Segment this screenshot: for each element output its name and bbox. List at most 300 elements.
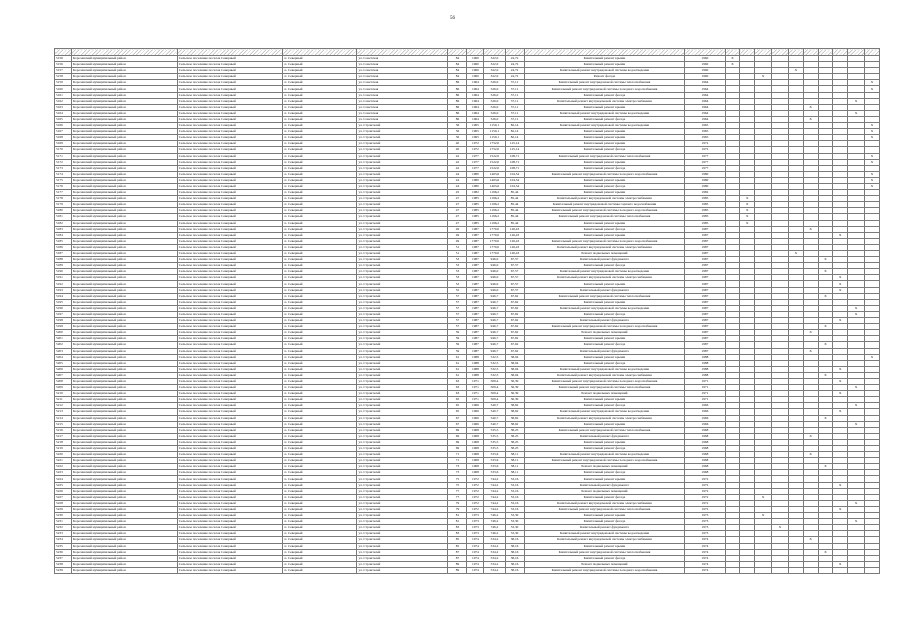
table-cell: 77 <box>448 488 467 494</box>
table-cell: Сельское поселение поселок Северный <box>177 336 283 342</box>
table-cell: 526,0 <box>484 98 505 104</box>
table-cell: 1196,2 <box>484 208 505 214</box>
table-cell: п. Северный <box>283 80 357 86</box>
table-cell: 59 <box>448 342 467 348</box>
table-cell: 5184 <box>55 232 72 238</box>
table-cell: Сельское поселение поселок Северный <box>177 110 283 116</box>
table-cell: Капитальный ремонт внутридомовой системы теплоснабжения <box>524 506 685 512</box>
table-cell: Корочанский муниципальный район <box>71 494 177 500</box>
table-cell: ул. Строителей <box>357 494 448 500</box>
table-cell: ул. Строителей <box>357 153 448 159</box>
table-cell: ул. Строителей <box>357 403 448 409</box>
table-cell: 67,57 <box>505 281 524 287</box>
table-cell: X <box>818 342 833 348</box>
table-cell: 1988 <box>467 354 484 360</box>
table-cell: X <box>865 123 880 129</box>
table-cell: 946,0 <box>484 281 505 287</box>
table-cell: 57 <box>448 318 467 324</box>
table-cell: 38,62 <box>505 421 524 427</box>
table-cell: Сельское поселение поселок Северный <box>177 324 283 330</box>
table-cell: 1987 <box>467 324 484 330</box>
table-cell: 63 <box>448 391 467 397</box>
table-cell: Сельское поселение поселок Северный <box>177 543 283 549</box>
table-cell: п. Северный <box>283 123 357 129</box>
table-cell: Сельское поселение поселок Северный <box>177 531 283 537</box>
table-cell: 75 <box>448 482 467 488</box>
table-cell: Сельское поселение поселок Северный <box>177 458 283 464</box>
table-cell: 5160 <box>55 86 72 92</box>
table-cell: 24,72 <box>505 74 524 80</box>
table-cell: Корочанский муниципальный район <box>71 269 177 275</box>
table-cell: Корочанский муниципальный район <box>71 135 177 141</box>
table-cell: 1966 <box>685 421 725 427</box>
table-cell: 38,16 <box>505 549 524 555</box>
table-cell: ул. Строителей <box>357 354 448 360</box>
table-cell: Корочанский муниципальный район <box>71 360 177 366</box>
table-cell: Капитальный ремонт крыши <box>524 354 685 360</box>
table-cell: X <box>803 116 818 122</box>
table-cell: 81 <box>448 513 467 519</box>
table-cell: X <box>818 464 833 470</box>
table-cell: п. Северный <box>283 275 357 281</box>
table-cell: 1987 <box>467 263 484 269</box>
table-cell: Сельское поселение поселок Северный <box>177 263 283 269</box>
table-cell: 5203 <box>55 348 72 354</box>
table-cell: Сельское поселение поселок Северный <box>177 299 283 305</box>
table-cell: 38,25 <box>505 446 524 452</box>
table-cell: ул. Строителей <box>357 159 448 165</box>
table-cell: Капитальный ремонт внутридомовой системы водоотведения <box>524 531 685 537</box>
table-cell: 1463,6 <box>484 171 505 177</box>
table-cell: п. Северный <box>283 269 357 275</box>
table-cell: Корочанский муниципальный район <box>71 238 177 244</box>
table-cell: 51 <box>448 251 467 257</box>
table-cell: п. Северный <box>283 372 357 378</box>
table-cell: 1973 <box>467 519 484 525</box>
table-cell: 53 <box>448 281 467 287</box>
table-cell: 5167 <box>55 129 72 135</box>
table-cell: 534,2 <box>484 537 505 543</box>
table-cell: 59 <box>448 348 467 354</box>
table-cell: 5229 <box>55 506 72 512</box>
table-cell: Корочанский муниципальный район <box>71 220 177 226</box>
table-cell: 1968 <box>467 427 484 433</box>
header-cell <box>467 49 484 56</box>
table-cell: ул. Строителей <box>357 165 448 171</box>
table-cell: 1987 <box>685 293 725 299</box>
table-cell: Корочанский муниципальный район <box>71 226 177 232</box>
table-cell: 5171 <box>55 153 72 159</box>
table-cell: 5220 <box>55 452 72 458</box>
table-cell: 84 <box>448 68 467 74</box>
table-cell: 1964 <box>467 92 484 98</box>
table-cell <box>848 567 865 573</box>
table-cell: 5207 <box>55 372 72 378</box>
table-cell: п. Северный <box>283 458 357 464</box>
table-cell: Корочанский муниципальный район <box>71 488 177 494</box>
table-cell: 38,16 <box>505 561 524 567</box>
table-cell: ул. Строителей <box>357 506 448 512</box>
table-cell: ул. Строителей <box>357 458 448 464</box>
table-cell: п. Северный <box>283 98 357 104</box>
table-cell: 1752,0 <box>484 141 505 147</box>
table-cell: 535,5 <box>484 446 505 452</box>
table-cell: Корочанский муниципальный район <box>71 330 177 336</box>
table-cell: п. Северный <box>283 336 357 342</box>
table-cell: Сельское поселение поселок Северный <box>177 92 283 98</box>
table-cell: п. Северный <box>283 311 357 317</box>
table-cell: 1196,2 <box>484 214 505 220</box>
table-cell: Корочанский муниципальный район <box>71 311 177 317</box>
table-cell: п. Северный <box>283 476 357 482</box>
table-cell: 47 <box>448 214 467 220</box>
table-cell: 322,0 <box>484 74 505 80</box>
table-cell: 526,0 <box>484 86 505 92</box>
table-cell: 1973 <box>685 513 725 519</box>
table-cell: Капитальный ремонт крыши <box>524 159 685 165</box>
table-cell: Корочанский муниципальный район <box>71 342 177 348</box>
table-cell: 1972 <box>685 482 725 488</box>
table-cell: 1522,0 <box>484 159 505 165</box>
table-cell: Ремонт фасада <box>524 74 685 80</box>
table-cell: 1964 <box>467 104 484 110</box>
table-cell: 1987 <box>685 238 725 244</box>
table-cell: Сельское поселение поселок Северный <box>177 476 283 482</box>
table-cell: Корочанский муниципальный район <box>71 366 177 372</box>
table-cell: 946,0 <box>484 257 505 263</box>
table-cell: Сельское поселение поселок Северный <box>177 567 283 573</box>
table-cell: X <box>818 549 833 555</box>
table-cell: Корочанский муниципальный район <box>71 56 177 62</box>
table-cell: 5228 <box>55 500 72 506</box>
table-cell: Корочанский муниципальный район <box>71 513 177 519</box>
table-cell: 1974 <box>467 555 484 561</box>
table-cell: Корочанский муниципальный район <box>71 336 177 342</box>
table-cell: 5212 <box>55 403 72 409</box>
table-cell: Капитальный ремонт внутридомовой системы теплоснабжения <box>524 293 685 299</box>
table-cell: 38,16 <box>505 567 524 573</box>
table-cell: 1974 <box>467 537 484 543</box>
table-cell: X <box>833 366 848 372</box>
table-cell: 1463,6 <box>484 177 505 183</box>
table-cell: Корочанский муниципальный район <box>71 251 177 257</box>
table-cell: 5190 <box>55 269 72 275</box>
table-cell: 126,43 <box>505 238 524 244</box>
table-cell: 1980 <box>467 183 484 189</box>
table-cell: 67,62 <box>505 305 524 311</box>
table-cell: 1972 <box>467 506 484 512</box>
table-cell: 1196,2 <box>484 196 505 202</box>
table-cell: 53,16 <box>505 506 524 512</box>
table-cell: 1960 <box>467 74 484 80</box>
table-cell: 1196,2 <box>484 202 505 208</box>
table-cell: ул. Строителей <box>357 190 448 196</box>
table-cell: 5235 <box>55 543 72 549</box>
table-cell: п. Северный <box>283 208 357 214</box>
table-cell: 67,57 <box>505 287 524 293</box>
table-cell: Капитальный ремонт крыши <box>524 56 685 62</box>
table-cell: 85,44 <box>505 202 524 208</box>
table-cell: Сельское поселение поселок Северный <box>177 397 283 403</box>
table-cell: п. Северный <box>283 391 357 397</box>
table-cell: Корочанский муниципальный район <box>71 378 177 384</box>
table-cell: 38,25 <box>505 433 524 439</box>
table-cell: ул. Строителей <box>357 257 448 263</box>
table-cell: 67,62 <box>505 311 524 317</box>
table-cell: 47 <box>448 208 467 214</box>
table-cell: X <box>725 62 740 68</box>
table-cell: Капитальный ремонт внутридомовой системы водоотведения <box>524 409 685 415</box>
table-cell: Сельское поселение поселок Северный <box>177 202 283 208</box>
table-cell: 87 <box>448 555 467 561</box>
table-cell: 1987 <box>685 342 725 348</box>
table-cell: 38,16 <box>505 543 524 549</box>
table-cell: Ремонт подвальных помещений <box>524 330 685 336</box>
table-cell: 1968 <box>467 458 484 464</box>
table-cell: 57 <box>448 299 467 305</box>
table-cell: п. Северный <box>283 251 357 257</box>
table-cell: п. Северный <box>283 92 357 98</box>
table-cell: Капитальный ремонт крыши <box>524 104 685 110</box>
table-cell: 104,54 <box>505 183 524 189</box>
table-cell: 37,11 <box>505 98 524 104</box>
table-cell: 47 <box>448 196 467 202</box>
table-cell: 1987 <box>685 244 725 250</box>
table-cell: п. Северный <box>283 397 357 403</box>
table-cell: Корочанский муниципальный район <box>71 177 177 183</box>
table-cell: 86 <box>448 92 467 98</box>
table-cell: 1966 <box>685 403 725 409</box>
table-cell: 5219 <box>55 446 72 452</box>
table-cell: Сельское поселение поселок Северный <box>177 519 283 525</box>
table-cell: 5209 <box>55 385 72 391</box>
table-cell: 946,0 <box>484 263 505 269</box>
table-cell: 1987 <box>685 232 725 238</box>
table-cell: 44 <box>448 183 467 189</box>
table-cell: 38,62 <box>505 403 524 409</box>
table-cell: Сельское поселение поселок Северный <box>177 311 283 317</box>
table-cell: 1985 <box>467 220 484 226</box>
table-cell: 1987 <box>685 269 725 275</box>
table-cell: ул. Строителей <box>357 543 448 549</box>
table-cell: 1966 <box>467 409 484 415</box>
table-cell: ул. Строителей <box>357 183 448 189</box>
table-cell: Корочанский муниципальный район <box>71 208 177 214</box>
table-cell: 53,30 <box>505 531 524 537</box>
table-cell: 53,16 <box>505 500 524 506</box>
table-cell: п. Северный <box>283 86 357 92</box>
table-cell: 1960 <box>467 62 484 68</box>
table-cell: 85,44 <box>505 190 524 196</box>
table-cell: 1972 <box>467 482 484 488</box>
table-cell: 36,39 <box>505 391 524 397</box>
table-cell: Капитальный ремонт крыши <box>524 299 685 305</box>
table-cell: 1968 <box>685 439 725 445</box>
table-cell: 5204 <box>55 354 72 360</box>
table-cell: ул. Строителей <box>357 348 448 354</box>
table-cell: 49 <box>448 232 467 238</box>
table-cell: 67,57 <box>505 269 524 275</box>
table-cell: Корочанский муниципальный район <box>71 141 177 147</box>
table-cell: Корочанский муниципальный район <box>71 385 177 391</box>
table-cell: 533,6 <box>484 452 505 458</box>
table-cell: 534,2 <box>484 567 505 573</box>
table-cell: 38,16 <box>505 555 524 561</box>
table-cell: 53,16 <box>505 488 524 494</box>
table-cell: 38,11 <box>505 458 524 464</box>
table-cell: 67 <box>448 421 467 427</box>
table-cell: 37,11 <box>505 116 524 122</box>
table-cell: Сельское поселение поселок Северный <box>177 549 283 555</box>
table-cell: 42 <box>448 153 467 159</box>
table-cell: 1971 <box>467 391 484 397</box>
table-cell: X <box>833 281 848 287</box>
table-cell: 37,11 <box>505 104 524 110</box>
table-cell: 5189 <box>55 263 72 269</box>
table-cell: 51 <box>448 244 467 250</box>
table-cell: п. Северный <box>283 263 357 269</box>
table-cell: п. Северный <box>283 244 357 250</box>
table-cell: Корочанский муниципальный район <box>71 476 177 482</box>
table-cell: Капитальный ремонт фасада <box>524 183 685 189</box>
table-cell: 5210 <box>55 391 72 397</box>
table-cell: Корочанский муниципальный район <box>71 123 177 129</box>
table-cell: 1968 <box>685 464 725 470</box>
table-cell: 36,39 <box>505 385 524 391</box>
table-cell: 1964 <box>467 86 484 92</box>
table-cell: 47 <box>448 202 467 208</box>
table-cell: Капитальный ремонт крыши <box>524 190 685 196</box>
table-cell: Сельское поселение поселок Северный <box>177 488 283 494</box>
table-cell: 1980 <box>685 183 725 189</box>
table-cell: 37,11 <box>505 110 524 116</box>
table-cell: 1987 <box>467 275 484 281</box>
table-cell: Сельское поселение поселок Северный <box>177 56 283 62</box>
table-cell: ул. Строителей <box>357 525 448 531</box>
table-cell: Корочанский муниципальный район <box>71 86 177 92</box>
table-cell: Капитальный ремонт крыши <box>524 135 685 141</box>
table-cell: 1960 <box>467 56 484 62</box>
table-cell: 5216 <box>55 427 72 433</box>
table-cell: ул. Строителей <box>357 281 448 287</box>
table-cell: 535,5 <box>484 433 505 439</box>
table-cell: 5199 <box>55 324 72 330</box>
table-cell: Сельское поселение поселок Северный <box>177 104 283 110</box>
table-cell: 49 <box>448 226 467 232</box>
table-cell: 526,0 <box>484 110 505 116</box>
table-cell: X <box>848 519 865 525</box>
table-cell: 5196 <box>55 305 72 311</box>
table-cell: п. Северный <box>283 555 357 561</box>
table-cell: 5181 <box>55 214 72 220</box>
table-cell: п. Северный <box>283 567 357 573</box>
header-cell <box>848 49 865 56</box>
table-cell: ул. Советская <box>357 68 448 74</box>
table-cell: 532,5 <box>484 372 505 378</box>
table-cell: 45 <box>448 190 467 196</box>
table-cell: 1196,2 <box>484 190 505 196</box>
table-cell: 746,2 <box>484 531 505 537</box>
table-cell: 1966 <box>467 403 484 409</box>
table-cell: 746,2 <box>484 525 505 531</box>
table-cell: 5175 <box>55 177 72 183</box>
table-cell: X <box>833 232 848 238</box>
table-cell: ул. Строителей <box>357 446 448 452</box>
table-cell: X <box>848 403 865 409</box>
table-cell: X <box>848 110 865 116</box>
table-cell: Сельское поселение поселок Северный <box>177 537 283 543</box>
table-cell: Капитальный ремонт крыши <box>524 141 685 147</box>
table-cell: 535,5 <box>484 427 505 433</box>
table-cell: Капитальный ремонт фундамента <box>524 318 685 324</box>
table-cell: Корочанский муниципальный район <box>71 287 177 293</box>
table-cell: п. Северный <box>283 506 357 512</box>
table-cell: 1987 <box>467 257 484 263</box>
table-cell: Сельское поселение поселок Северный <box>177 80 283 86</box>
table-cell: 946,7 <box>484 336 505 342</box>
table-cell: 126,43 <box>505 251 524 257</box>
table-cell: 1988 <box>467 366 484 372</box>
table-cell: Сельское поселение поселок Северный <box>177 68 283 74</box>
table-cell: 67 <box>448 415 467 421</box>
table-cell: ул. Строителей <box>357 513 448 519</box>
table-cell: 1752,0 <box>484 147 505 153</box>
table-cell: 1987 <box>467 244 484 250</box>
table-cell: ул. Строителей <box>357 409 448 415</box>
table-cell: 5159 <box>55 80 72 86</box>
table-cell: Сельское поселение поселок Северный <box>177 208 283 214</box>
table-cell: 36 <box>448 123 467 129</box>
table-cell: ул. Строителей <box>357 549 448 555</box>
table-cell: Сельское поселение поселок Северный <box>177 378 283 384</box>
table-cell: 1965 <box>685 123 725 129</box>
table-cell: 126,43 <box>505 226 524 232</box>
table-cell: Корочанский муниципальный район <box>71 62 177 68</box>
table-cell: Корочанский муниципальный район <box>71 74 177 80</box>
table-cell: Сельское поселение поселок Северный <box>177 446 283 452</box>
table-cell: Корочанский муниципальный район <box>71 482 177 488</box>
table-cell: ул. Строителей <box>357 232 448 238</box>
table-cell: 1960 <box>685 56 725 62</box>
table-cell: Корочанский муниципальный район <box>71 415 177 421</box>
table-cell: X <box>818 257 833 263</box>
table-cell: Корочанский муниципальный район <box>71 446 177 452</box>
table-cell: Капитальный ремонт внутридомовой системы электроснабжения <box>524 500 685 506</box>
table-cell: ул. Строителей <box>357 299 448 305</box>
table-cell: Корочанский муниципальный район <box>71 567 177 573</box>
table-cell: 744,2 <box>484 506 505 512</box>
table-cell: 69 <box>448 433 467 439</box>
table-cell: 1977 <box>467 153 484 159</box>
table-cell: 38,62 <box>505 415 524 421</box>
table-cell: Капитальный ремонт крыши <box>524 62 685 68</box>
table-cell: 37,11 <box>505 86 524 92</box>
table-cell: 36 <box>448 129 467 135</box>
table-cell: п. Северный <box>283 446 357 452</box>
table-cell: 53 <box>448 269 467 275</box>
table-cell: Корочанский муниципальный район <box>71 403 177 409</box>
table-cell: п. Северный <box>283 147 357 153</box>
table-cell: Капитальный ремонт внутридомовой системы теплоснабжения <box>524 385 685 391</box>
table-cell: 85 <box>448 537 467 543</box>
header-cell <box>772 49 789 56</box>
table-cell: Сельское поселение поселок Северный <box>177 354 283 360</box>
table-cell: Капитальный ремонт внутридомовой системы электроснабжения <box>524 372 685 378</box>
table-cell: ул. Строителей <box>357 251 448 257</box>
table-cell: п. Северный <box>283 385 357 391</box>
table-cell: 5164 <box>55 110 72 116</box>
table-cell: п. Северный <box>283 238 357 244</box>
